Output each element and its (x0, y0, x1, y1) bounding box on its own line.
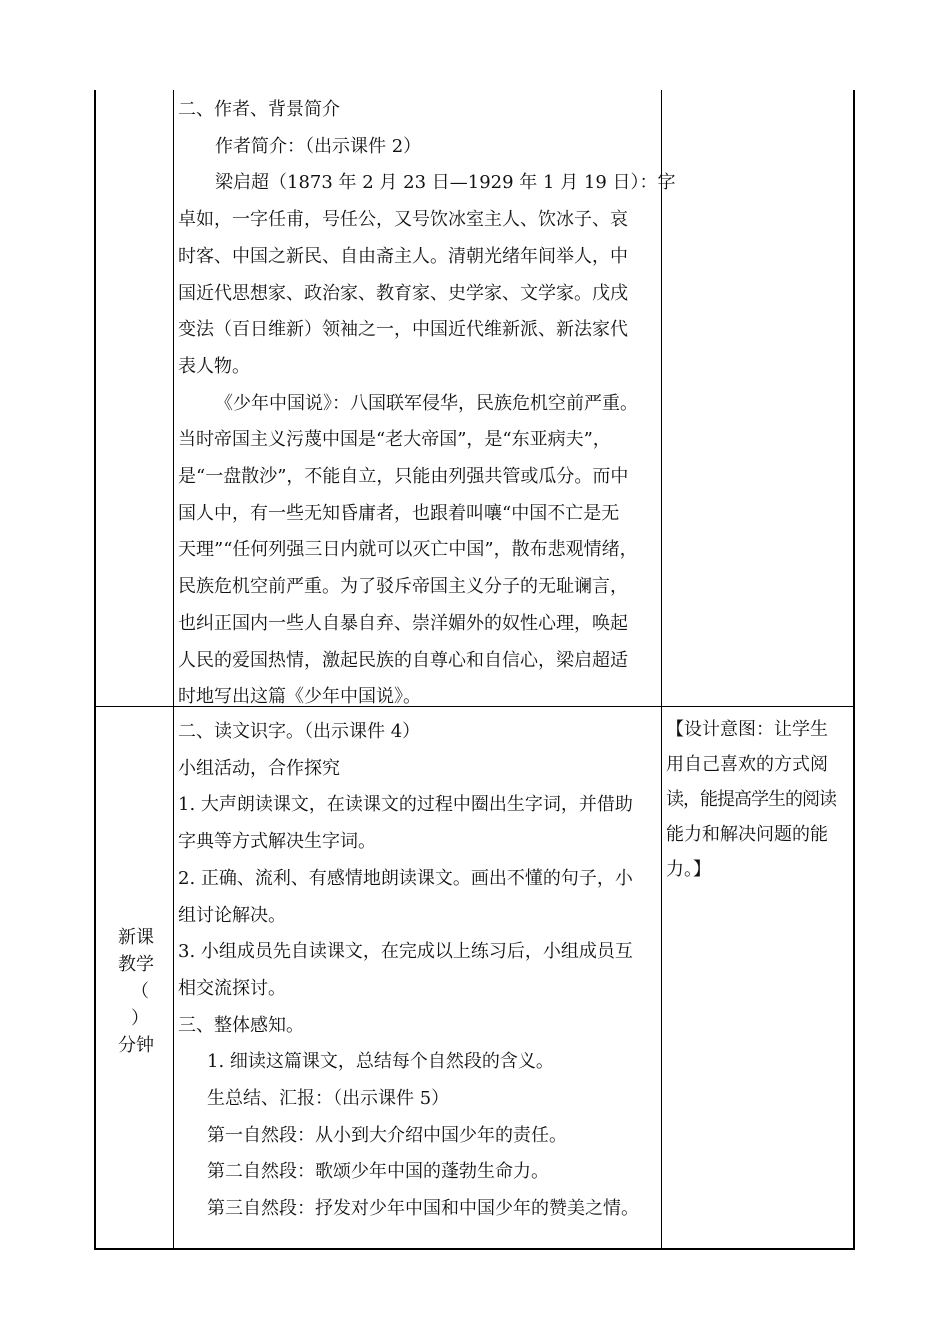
content-line: 小组活动，合作探究 (178, 757, 340, 779)
content-line: 相交流探讨。 (178, 977, 286, 999)
summary-line: 生总结、汇报：（出示课件 5） (207, 1088, 450, 1110)
summary-line: 第一自然段：从小到大介绍中国少年的责任。 (207, 1124, 567, 1146)
author-background-section (178, 92, 676, 716)
background-line: 也纠正国内一些人自暴自弃、崇洋媚外的奴性心理，唤起 (178, 612, 628, 634)
stage-label (96, 924, 176, 1059)
table-bottom-border (94, 1248, 855, 1250)
table-right-border (853, 90, 855, 1250)
note-line: 读，能提高学生的阅读 (666, 789, 836, 810)
author-intro-label: 作者简介：（出示课件 2） (215, 135, 422, 157)
background-line: 当时帝国主义污蔑中国是“老大帝国”，是“东亚病夫”， (178, 429, 611, 451)
background-line: 人民的爱国热情，激起民族的自尊心和自信心，梁启超适 (178, 649, 628, 671)
duration-blank (96, 978, 176, 1032)
content-line: 1. 大声朗读课文，在读课文的过程中圈出生字词，并借助 (178, 794, 633, 816)
bio-line: 时客、中国之新民、自由斋主人。清朝光绪年间举人，中 (178, 245, 628, 267)
background-line: 《少年中国说》：八国联军侵华，民族危机空前严重。 (215, 392, 638, 414)
content-line: 3. 小组成员先自读课文，在完成以上练习后，小组成员互 (178, 941, 633, 963)
summary-line: 1. 细读这篇课文，总结每个自然段的含义。 (207, 1051, 554, 1073)
background-line: 民族危机空前严重。为了驳斥帝国主义分子的无耻谰言， (178, 576, 628, 598)
content-line: 字典等方式解决生字词。 (178, 831, 376, 853)
stage-label-line: 新课 (118, 927, 154, 948)
paren-open: （ (131, 981, 149, 1002)
bio-line: 梁启超（1873 年 2 月 23 日—1929 年 1 月 19 日）：字 (215, 172, 676, 194)
note-line: 【设计意图：让学生 (666, 719, 828, 740)
table-left-border (94, 90, 96, 1250)
background-line: 国人中，有一些无知昏庸者，也跟着叫嚷“中国不亡是无 (178, 502, 620, 524)
design-intent-note (666, 712, 854, 887)
paren-close: ） (131, 1008, 149, 1029)
summary-line: 第二自然段：歌颂少年中国的蓬勃生命力。 (207, 1161, 549, 1183)
content-line: 组讨论解决。 (178, 904, 286, 926)
note-line: 用自己喜欢的方式阅 (666, 754, 828, 775)
content-line: 二、读文识字。（出示课件 4） (178, 721, 421, 742)
bio-line: 表人物。 (178, 355, 250, 377)
summary-line: 第三自然段：抒发对少年中国和中国少年的赞美之情。 (207, 1198, 639, 1220)
content-line: 三、整体感知。 (178, 1014, 304, 1036)
note-line: 能力和解决问题的能 (666, 824, 828, 845)
table-col2-divider (661, 90, 662, 1250)
reading-section (178, 714, 658, 1228)
background-line: 时地写出这篇《少年中国说》。 (178, 686, 421, 708)
content-line: 2. 正确、流利、有感情地朗读课文。画出不懂的句子，小 (178, 867, 633, 889)
bio-line: 变法（百日维新）领袖之一，中国近代维新派、新法家代 (178, 319, 628, 341)
background-line: 是“一盘散沙”，不能自立，只能由列强共管或瓜分。而中 (178, 466, 629, 488)
table-col1-divider (173, 90, 174, 1250)
note-line: 力。】 (666, 859, 711, 880)
bio-line: 卓如，一字任甫，号任公，又号饮冰室主人、饮冰子、哀 (178, 209, 628, 231)
section-heading: 二、作者、背景简介 (178, 99, 340, 120)
stage-label-line: 教学 (118, 954, 154, 975)
duration-unit: 分钟 (118, 1035, 154, 1056)
background-line: 天理”“任何列强三日内就可以灭亡中国”，散布悲观情绪， (178, 539, 638, 561)
bio-line: 国近代思想家、政治家、教育家、史学家、文学家。戊戌 (178, 282, 628, 304)
